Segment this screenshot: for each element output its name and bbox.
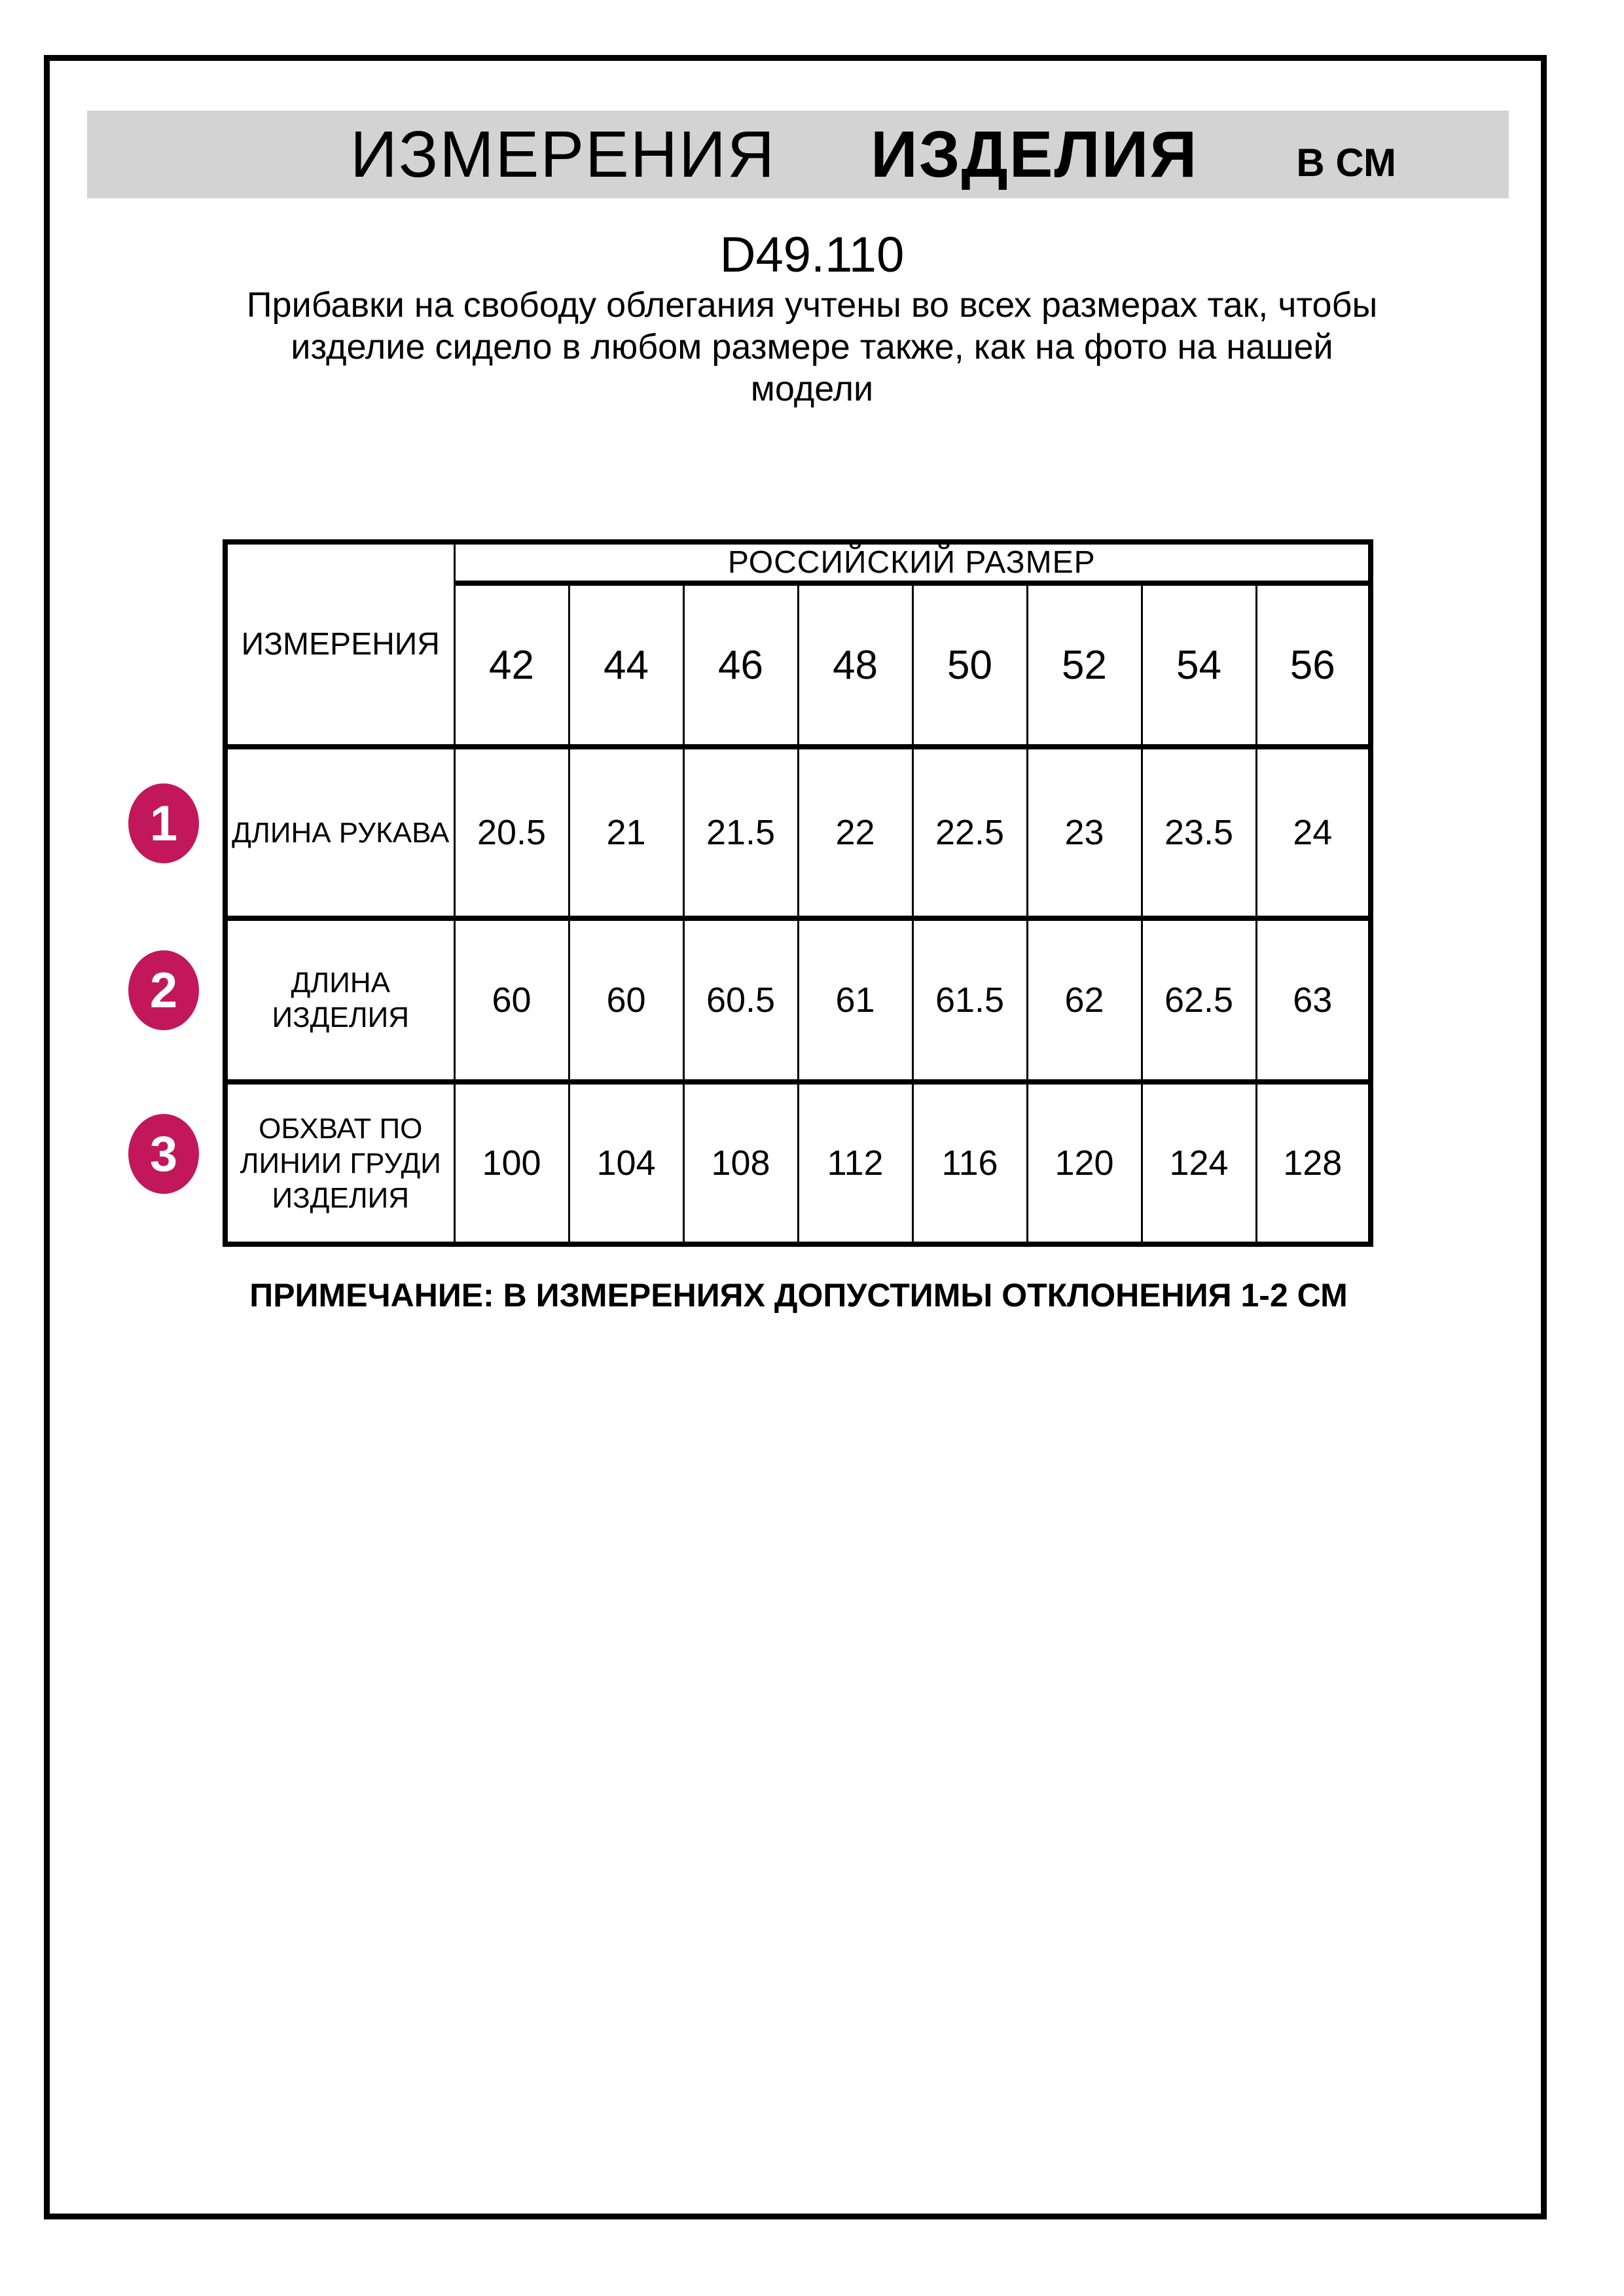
- title-product: ИЗДЕЛИЯ: [871, 117, 1199, 191]
- row-marker-3: [128, 1114, 199, 1194]
- title-bar: [87, 111, 1509, 198]
- value-cell: 60: [454, 918, 569, 1082]
- row-label-line: ОБХВАТ ПО: [259, 1112, 423, 1145]
- row-label-line: ИЗДЕЛИЯ: [272, 1001, 410, 1033]
- value-cell: 22: [798, 747, 912, 918]
- tolerance-note: ПРИМЕЧАНИЕ: В ИЗМЕРЕНИЯХ ДОПУСТИМЫ ОТКЛОНЕНИЯ 1-2 СМ: [249, 1277, 1348, 1314]
- value-cell: 20.5: [454, 747, 569, 918]
- corner-header-cell: ИЗМЕРЕНИЯ: [225, 542, 454, 747]
- value-cell: 24: [1256, 747, 1371, 918]
- measurement-row-product-length: [225, 918, 1371, 1082]
- row-label-line: ЛИНИИ ГРУДИ: [240, 1147, 441, 1179]
- row-label-line: ДЛИНА: [291, 967, 390, 999]
- value-cell: 61.5: [912, 918, 1027, 1082]
- value-cell: 62.5: [1142, 918, 1256, 1082]
- title-units: В СМ: [1296, 140, 1396, 185]
- value-cell: 61: [798, 918, 912, 1082]
- description-line: изделие сидело в любом размере также, как на фото на нашей: [291, 327, 1333, 367]
- size-header-50: 50: [912, 583, 1027, 747]
- size-header-44: 44: [569, 583, 683, 747]
- size-group-header-cell: РОССИЙСКИЙ РАЗМЕР: [454, 542, 1371, 583]
- value-cell: 112: [798, 1082, 912, 1244]
- description-line: Прибавки на свободу облегания учтены во всех размерах так, чтобы: [246, 285, 1378, 325]
- row-label-cell: [225, 747, 454, 918]
- value-cell: 60: [569, 918, 683, 1082]
- value-cell: 116: [912, 1082, 1027, 1244]
- size-header-46: 46: [683, 583, 798, 747]
- measurement-row-chest-girth: [225, 1082, 1371, 1244]
- size-header-56: 56: [1256, 583, 1371, 747]
- description: [157, 284, 1467, 410]
- value-cell: 23: [1027, 747, 1142, 918]
- description-line: модели: [750, 369, 874, 408]
- row-marker-2-number: 2: [149, 962, 178, 1018]
- row-label-line: ДЛИНА РУКАВА: [232, 816, 450, 849]
- value-cell: 124: [1142, 1082, 1256, 1244]
- value-cell: 21.5: [683, 747, 798, 918]
- value-cell: 23.5: [1142, 747, 1256, 918]
- value-cell: 63: [1256, 918, 1371, 1082]
- value-cell: 104: [569, 1082, 683, 1244]
- measurement-row-sleeve-length: [225, 747, 1371, 918]
- row-marker-1: [128, 783, 199, 863]
- value-cell: 108: [683, 1082, 798, 1244]
- size-header-54: 54: [1142, 583, 1256, 747]
- value-cell: 128: [1256, 1082, 1371, 1244]
- value-cell: 120: [1027, 1082, 1142, 1244]
- value-cell: 22.5: [912, 747, 1027, 918]
- row-marker-2: [128, 950, 199, 1030]
- row-label-cell: [225, 918, 454, 1082]
- size-group-header-row: [225, 542, 1371, 583]
- value-cell: 21: [569, 747, 683, 918]
- size-table: [223, 539, 1373, 1247]
- row-label-line: ИЗДЕЛИЯ: [272, 1181, 410, 1214]
- value-cell: 100: [454, 1082, 569, 1244]
- value-cell: 62: [1027, 918, 1142, 1082]
- size-header-48: 48: [798, 583, 912, 747]
- row-marker-3-number: 3: [149, 1126, 178, 1182]
- row-label-cell: [225, 1082, 454, 1244]
- title-measurements: ИЗМЕРЕНИЯ: [350, 117, 776, 191]
- size-header-42: 42: [454, 583, 569, 747]
- size-header-52: 52: [1027, 583, 1142, 747]
- row-marker-1-number: 1: [149, 795, 178, 852]
- value-cell: 60.5: [683, 918, 798, 1082]
- model-code: D49.110: [719, 227, 905, 283]
